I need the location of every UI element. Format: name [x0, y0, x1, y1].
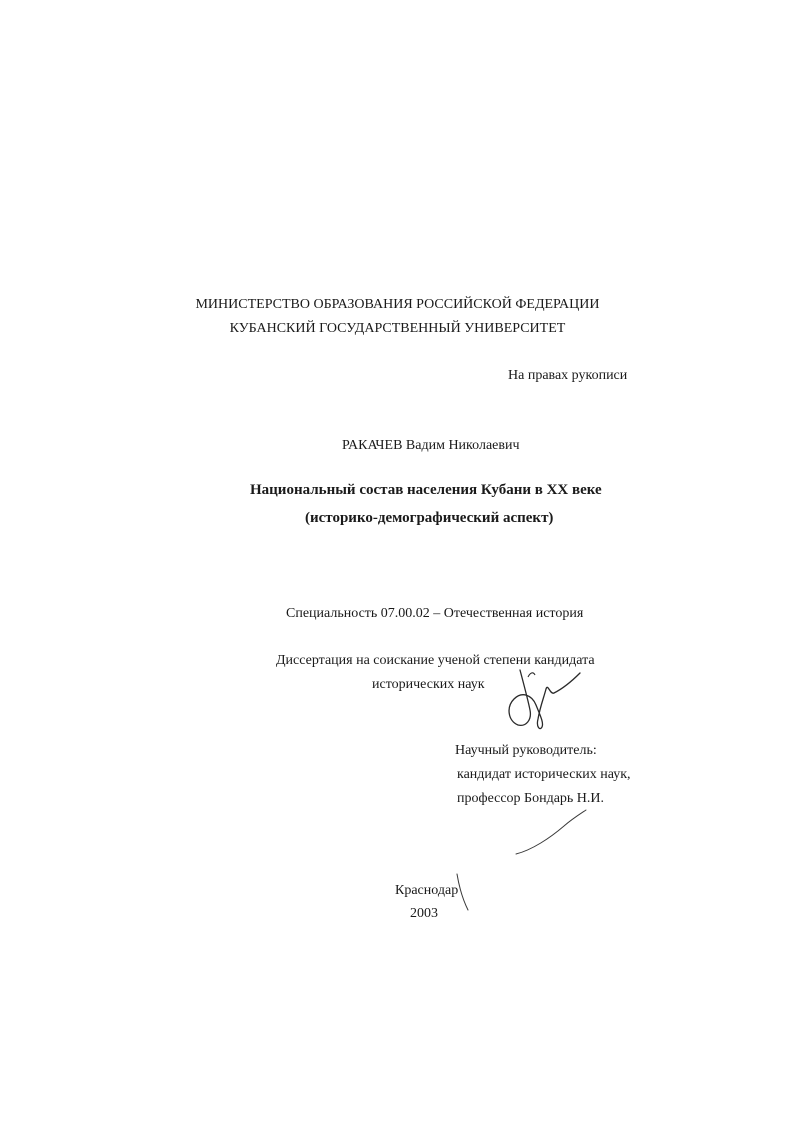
degree-line1: Диссертация на соискание ученой степени кандидата	[276, 653, 595, 668]
city: Краснодар	[395, 883, 459, 898]
thesis-title-line1: Национальный состав населения Кубани в XX веке	[250, 482, 602, 498]
university-heading: КУБАНСКИЙ ГОСУДАРСТВЕННЫЙ УНИВЕРСИТЕТ	[229, 321, 566, 336]
thesis-title-line2: (историко-демографический аспект)	[305, 510, 554, 526]
author-name: РАКАЧЕВ Вадим Николаевич	[342, 438, 520, 453]
rights-note: На правах рукописи	[508, 368, 628, 383]
advisor-signature-icon	[512, 808, 592, 860]
year: 2003	[410, 906, 438, 921]
advisor-label: Научный руководитель:	[455, 743, 597, 758]
advisor-degree: кандидат исторических наук,	[457, 767, 631, 782]
ministry-heading: МИНИСТЕРСТВО ОБРАЗОВАНИЯ РОССИЙСКОЙ ФЕДЕРАЦИИ	[195, 297, 600, 312]
degree-line2: исторических наук	[372, 677, 485, 692]
specialty: Специальность 07.00.02 – Отечественная история	[286, 606, 584, 621]
advisor-name: профессор Бондарь Н.И.	[457, 791, 605, 806]
